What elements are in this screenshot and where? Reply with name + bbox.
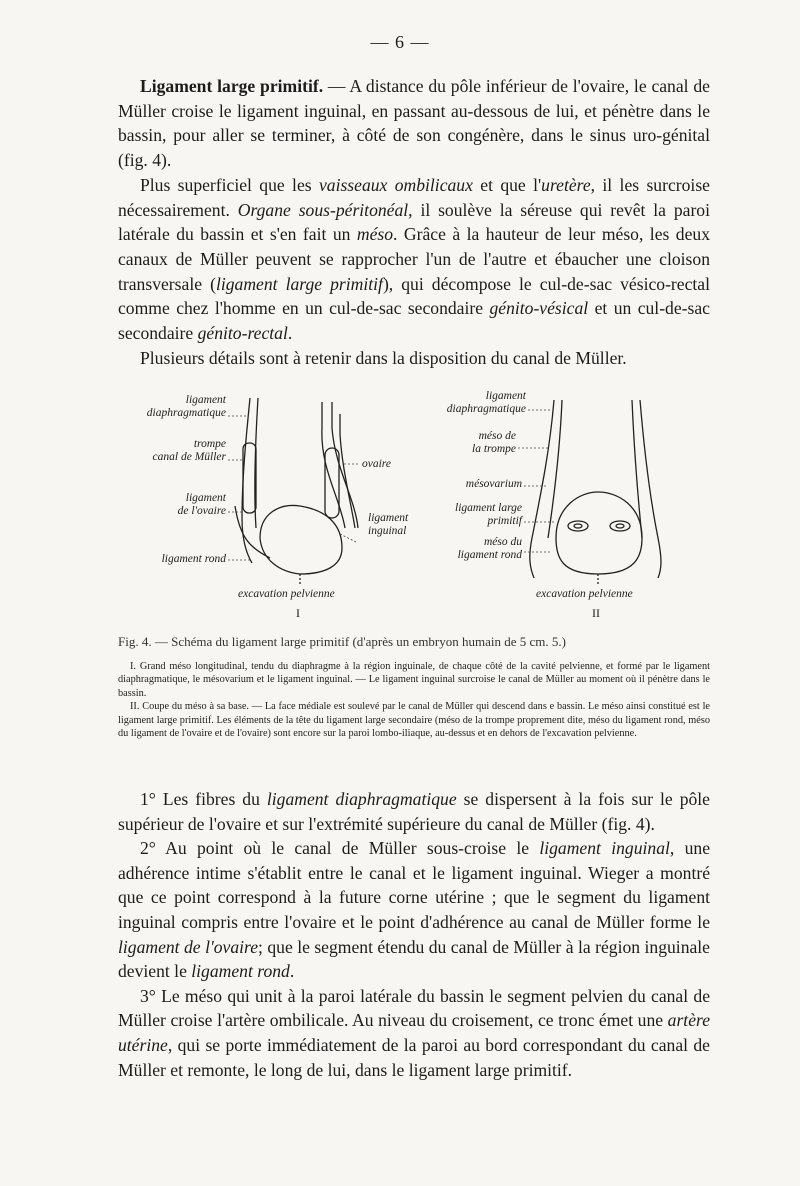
italic-term: ligament inguinal xyxy=(539,838,670,859)
italic-term: artère utérine xyxy=(118,1010,710,1055)
text-run: ), qui décompose le cul-de-sac vésico-rectal comme chez l'homme en un cul-de-sac secondaire xyxy=(118,273,710,319)
label-line: ligament xyxy=(368,512,409,524)
legend-item-II: II. Coupe du méso à sa base. — La face médiale est soulevé par le canal de Müller qui descend dans e bassin. Le méso ainsi constitué est le ligament large primitif. Les éléments de la tête du ligament large secondaire (méso de la trompe proprement dite, méso du ligament rond, méso du ligament de l'ovaire et de l'ovaire) sont encore sur la paroi lombo-iliaque, au-dessus et en dehors de l'excavation pelvienne. xyxy=(118,701,710,740)
label-ligament-diaphragmatique-I xyxy=(120,394,226,420)
italic-term: ligament de l'ovaire xyxy=(118,936,259,957)
label-line: diaphragmatique xyxy=(446,403,526,415)
figure-caption: Fig. 4. — Schéma du ligament large primitif (d'après un embryon humain de 5 cm. 5.) xyxy=(118,634,566,649)
right-muller-section xyxy=(610,521,630,531)
label-line: ligament xyxy=(185,492,226,504)
right-muller-lumen xyxy=(616,524,624,528)
pelvic-excavation-I-bottom xyxy=(260,538,300,574)
figure-4 xyxy=(110,388,710,628)
label-line: diaphragmatique xyxy=(146,407,226,419)
label-meso-trompe-II xyxy=(400,430,516,456)
italic-term: vaisseaux ombilicaux xyxy=(318,174,473,195)
label-meso-ligament-rond-II xyxy=(400,536,522,562)
label-line: primitif xyxy=(487,515,522,527)
text-run: . xyxy=(289,961,295,982)
paragraph-text: — A distance du pôle inférieur de l'ovaire, le canal de Müller croise le ligament inguinal, en passant au-dessous de lui, et pénètre dans le bassin, pour aller se terminer, à côté de son congénère, dans le sinus uro-génital (fig. 4). xyxy=(118,76,710,171)
left-muller-lumen xyxy=(574,524,582,528)
label-mesovarium-II: mésovarium xyxy=(465,478,522,490)
italic-term: génito-vésical xyxy=(489,298,589,319)
label-line: ligament large xyxy=(455,502,522,514)
paragraph-details: Plusieurs détails sont à retenir dans la disposition du canal de Müller. xyxy=(140,347,627,368)
label-line: trompe xyxy=(193,438,226,450)
paragraph-superficiel xyxy=(118,173,710,346)
italic-term: génito-rectal xyxy=(197,323,288,344)
text-run: 2° Au point où le canal de Müller sous-croise le xyxy=(140,838,540,859)
label-line: méso du xyxy=(483,536,522,548)
label-line: inguinal xyxy=(368,525,407,537)
section-heading: Ligament large primitif. xyxy=(140,76,324,96)
label-ligament-ovaire-I xyxy=(120,492,226,518)
fig2-right-outer xyxy=(640,400,661,578)
text-run: . xyxy=(287,323,293,344)
figure-legend xyxy=(118,660,710,740)
label-line: ligament xyxy=(485,390,526,402)
text-run: 1° Les fibres du xyxy=(140,789,267,809)
label-excavation-I: excavation pelvienne xyxy=(238,588,335,600)
text-run: . Grâce à la hauteur de leur méso, les deux canaux de Müller peuvent se rapprocher l'un de l'autre et ébaucher une cloison transversale ( xyxy=(118,224,711,294)
right-wall-inner xyxy=(332,402,358,528)
paragraph-point-3 xyxy=(118,984,710,1082)
lower-text-block xyxy=(118,787,710,1082)
legend-item-I: I. Grand méso longitudinal, tendu du diaphragme à la région inguinale, de chaque côté de la cavité pelvienne, et formé par le ligament diaphragmatique, le mésovarium et le ligament inguinal. — Le ligament inguinal surcroise le canal de Müller au moment où il pénètre dans le bassin. xyxy=(118,661,710,699)
figure-numeral-II: II xyxy=(592,606,600,620)
italic-term: Organe sous-péritonéal xyxy=(237,199,409,220)
label-trompe-I xyxy=(120,438,226,464)
text-run: 3° Le méso qui unit à la paroi latérale du bassin le segment pelvien du canal de Müller croise l'artère ombilicale. Au niveau du croisement, ce tronc émet une xyxy=(118,985,710,1031)
label-line: ligament rond xyxy=(457,549,522,561)
label-ovaire-I: ovaire xyxy=(362,458,391,470)
label-excavation-II: excavation pelvienne xyxy=(536,588,633,600)
upper-text-block xyxy=(118,74,710,370)
text-run: , une adhérence intime s'établit entre le canal et le ligament inguinal. Wieger a montré que ce point correspond à la future corne utérine ; que le segment du ligament inguinal compris entre l'ovaire et le point d'adhérence au canal de Müller forme le xyxy=(118,838,710,932)
text-run: se dispersent à la fois sur le pôle supérieur de l'ovaire et sur l'extrémité supérieure du canal de Müller (fig. 4). xyxy=(118,789,710,834)
left-ligament-rond xyxy=(235,506,270,558)
figure-numeral-I: I xyxy=(296,606,300,620)
paragraph-ligament-large xyxy=(118,74,710,173)
italic-term: ligament diaphragmatique xyxy=(266,789,457,809)
italic-term: ligament large primitif xyxy=(215,273,383,294)
label-ligament-rond-I: ligament rond xyxy=(161,553,226,565)
label-line: la trompe xyxy=(472,443,516,455)
leader-lig-inguinal-I xyxy=(340,534,356,542)
label-ligament-diaphragmatique-II xyxy=(400,390,526,416)
fig2-left-outer xyxy=(530,400,554,578)
italic-term: méso xyxy=(356,224,394,245)
left-muller-section xyxy=(568,521,588,531)
paragraph-point-1 xyxy=(118,787,710,836)
right-muller-canal xyxy=(340,414,355,528)
text-run: ; que le segment étendu du canal de Müller à la région inguinale devient le xyxy=(118,936,710,982)
text-run: , qui se porte immédiatement de la paroi au bord correspondant du canal de Müller et remonte, le long de lui, dans le ligament large primitif. xyxy=(118,1034,710,1080)
text-run: et que l' xyxy=(472,174,542,195)
paragraph-point-2 xyxy=(118,836,710,984)
italic-term: uretère xyxy=(541,174,591,195)
text-run: Plus superficiel que les xyxy=(140,174,319,195)
pelvic-excavation-II xyxy=(556,492,642,574)
label-line: ligament xyxy=(185,394,226,406)
text-run: , il soulève la séreuse qui revêt la paroi latérale du bassin et s'en fait un xyxy=(118,199,710,245)
text-run: et un cul-de-sac secondaire xyxy=(118,298,710,344)
label-line: canal de Müller xyxy=(152,451,226,463)
label-line: méso de xyxy=(478,430,516,442)
label-line: de l'ovaire xyxy=(177,505,226,517)
label-ligament-large-II xyxy=(400,502,522,528)
italic-term: ligament rond xyxy=(191,961,290,982)
fig2-right-inner xyxy=(632,400,642,538)
text-run: , il les surcroise nécessairement. xyxy=(118,174,710,220)
pelvic-excavation-I xyxy=(260,505,342,574)
page-number: — 6 — xyxy=(370,32,430,52)
